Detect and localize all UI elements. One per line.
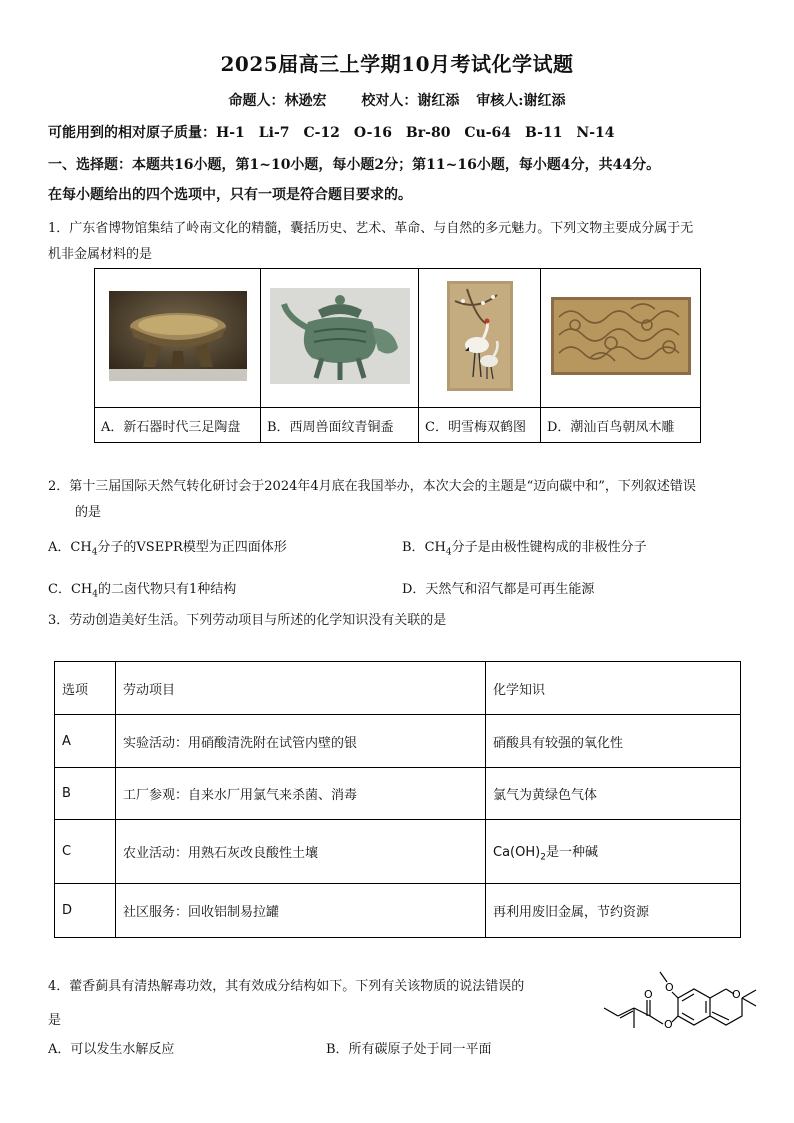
question-2-option-b: B．$CH_4$分子是由极性键构成的非极性分子	[402, 540, 647, 558]
table-row	[55, 715, 741, 768]
table-row	[55, 768, 741, 820]
question-2-option-d: D．天然气和沼气都是可再生能源	[402, 582, 595, 597]
artifact-a-cell	[95, 269, 261, 408]
row-project: 社区服务：回收铝制易拉罐	[116, 884, 486, 938]
question-3-table	[54, 661, 741, 938]
pottery-plate-image	[109, 291, 247, 381]
question-1-line-2: 机非金属材料的是	[48, 247, 153, 262]
header-option: 选项	[55, 662, 116, 715]
question-2-option-c: C．$CH_4$的二卤代物只有1种结构	[48, 582, 237, 600]
option-c: C．明雪梅双鹤图	[419, 408, 541, 443]
row-option: D	[55, 884, 116, 938]
artifact-d-cell	[541, 269, 701, 408]
option-a: A．新石器时代三足陶盘	[95, 408, 261, 443]
exam-staff	[0, 90, 794, 110]
header-project: 劳动项目	[116, 662, 486, 715]
option-b: B．西周兽面纹青铜盉	[261, 408, 419, 443]
row-option: B	[55, 768, 116, 820]
row-knowledge: 再利用废旧金属，节约资源	[486, 884, 741, 938]
atom-o-ester: O	[664, 1018, 673, 1031]
question-4-option-a: A．可以发生水解反应	[48, 1042, 175, 1057]
question-4-option-b: B．所有碳原子处于同一平面	[326, 1042, 492, 1057]
question-2	[48, 474, 748, 526]
question-2-line-2: 的是	[75, 505, 102, 520]
artifact-c-cell	[419, 269, 541, 408]
exam-title: 2025届高三上学期10月考试化学试题	[220, 52, 574, 76]
question-4-line-2: 是	[48, 1013, 62, 1028]
atom-o-methoxy: O	[665, 981, 674, 994]
table-header-row	[55, 662, 741, 715]
row-option: A	[55, 715, 116, 768]
row-knowledge: 硝酸具有较强的氧化性	[486, 715, 741, 768]
question-1	[48, 216, 748, 268]
header-knowledge: 化学知识	[486, 662, 741, 715]
question-4	[48, 974, 568, 1034]
section-instruction-2: 在每小题给出的四个选项中，只有一项是符合题目要求的。	[48, 187, 412, 203]
question-2-option-a: A．$CH_4$分子的VSEPR模型为正四面体形	[48, 540, 287, 558]
proofreader: 校对人：谢红添	[361, 93, 460, 109]
row-knowledge: 氯气为黄绿色气体	[486, 768, 741, 820]
table-row	[55, 884, 741, 938]
question-4-line-1: 4．藿香蓟具有清热解毒功效，其有效成分结构如下。下列有关该物质的说法错误的	[48, 979, 525, 994]
wood-carving-image	[551, 297, 691, 375]
reviewer: 审核人:谢红添	[476, 93, 566, 109]
question-1-line-1: 1．广东省博物馆集结了岭南文化的精髓，囊括历史、艺术、革命、与自然的多元魅力。下列文物主要成分属于无	[48, 221, 694, 236]
section-instruction-1: 一、选择题：本题共16小题，第1~10小题，每小题2分；第11~16小题，每小题4分，共44分。	[48, 157, 661, 173]
artifact-b-cell	[261, 269, 419, 408]
row-project: 工厂参观：自来水厂用氯气来杀菌、消毒	[116, 768, 486, 820]
question-2-line-1: 2．第十三届国际天然气转化研讨会于2024年4月底在我国举办，本次大会的主题是“迈向碳中和”，下列叙述错误	[48, 479, 696, 494]
row-option: C	[55, 820, 116, 884]
row-project: 实验活动：用硝酸清洗附在试管内壁的银	[116, 715, 486, 768]
molecular-structure-diagram	[560, 958, 760, 1058]
row-project: 农业活动：用熟石灰改良酸性土壤	[116, 820, 486, 884]
question-3-stem: 3．劳动创造美好生活。下列劳动项目与所述的化学知识没有关联的是	[48, 613, 447, 628]
atom-o-ring: O	[732, 988, 741, 1001]
atomic-masses: 可能用到的相对原子质量：H-1 Li-7 C-12 O-16 Br-80 Cu-64 B-11 N-14	[48, 125, 615, 141]
question-1-artifact-table	[94, 268, 701, 443]
bronze-vessel-image	[270, 288, 410, 384]
table-row	[55, 820, 741, 884]
row-knowledge: $Ca(OH)_2$是一种碱	[486, 820, 741, 884]
option-d: D．潮汕百鸟朝凤木雕	[541, 408, 701, 443]
atom-o-carbonyl: O	[644, 988, 653, 1001]
crane-painting-image	[447, 281, 513, 391]
author: 命题人：林逊宏	[228, 93, 327, 109]
